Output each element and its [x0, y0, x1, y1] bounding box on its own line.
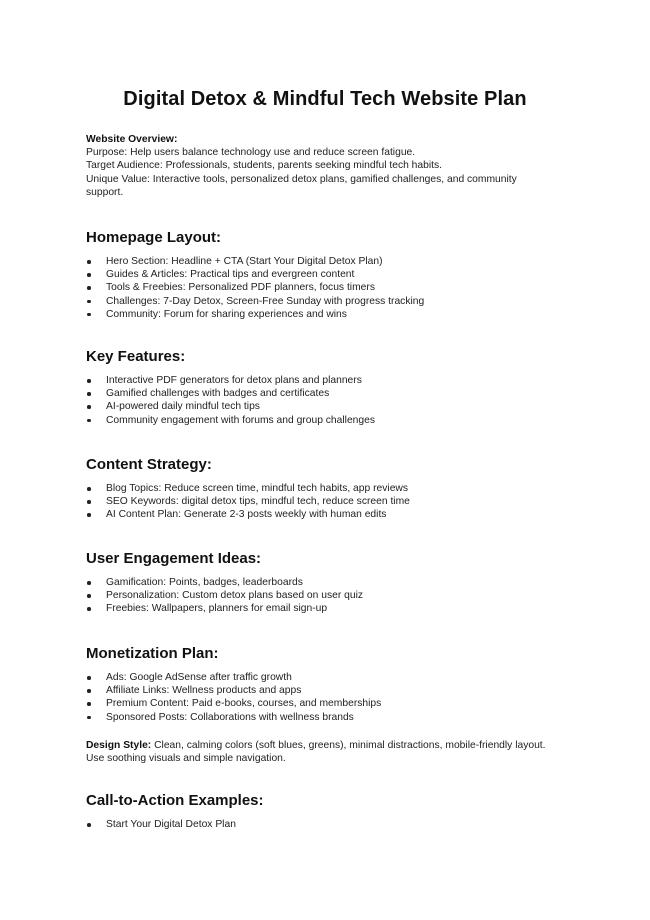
bullet-list [86, 671, 566, 724]
bullet-icon [87, 405, 91, 409]
section-heading: Monetization Plan: [86, 645, 219, 662]
section-heading: User Engagement Ideas: [86, 550, 262, 567]
list-item [86, 374, 566, 387]
list-item-text: Challenges: 7-Day Detox, Screen-Free Sunday with progress tracking [106, 295, 425, 307]
list-item [86, 400, 566, 413]
list-item-text: Guides & Articles: Practical tips and evergreen content [106, 269, 355, 281]
bullet-list [86, 482, 566, 522]
section-heading: Homepage Layout: [86, 229, 222, 246]
list-item-text: Community engagement with forums and group challenges [106, 414, 376, 426]
list-item [86, 308, 566, 321]
list-item-text: AI-powered daily mindful tech tips [106, 401, 260, 413]
bullet-icon [87, 823, 91, 827]
bullet-icon [87, 676, 91, 680]
list-item-text: Freebies: Wallpapers, planners for email sign-up [106, 603, 328, 615]
bullet-icon [87, 487, 91, 491]
section-monetization-plan [86, 645, 566, 724]
list-item [86, 414, 566, 427]
list-item [86, 387, 566, 400]
bullet-list [86, 818, 566, 831]
overview-target-audience: Target Audience: Professionals, students, parents seeking mindful tech habits. [86, 160, 443, 172]
list-item-text: Ads: Google AdSense after traffic growth [106, 672, 292, 683]
list-item [86, 576, 566, 589]
list-item [86, 818, 566, 831]
overview-heading: Website Overview: [86, 134, 178, 145]
bullet-icon [87, 300, 91, 304]
bullet-icon [87, 689, 91, 693]
list-item-text: Tools & Freebies: Personalized PDF planners, focus timers [106, 282, 375, 294]
bullet-icon [87, 716, 91, 720]
list-item [86, 508, 566, 521]
bullet-icon [87, 513, 91, 517]
list-item-text: Interactive PDF generators for detox plans and planners [106, 375, 362, 386]
bullet-icon [87, 607, 91, 611]
list-item-text: Blog Topics: Reduce screen time, mindful tech habits, app reviews [106, 483, 409, 494]
section-homepage-layout [86, 229, 566, 321]
overview-unique-value: Unique Value: Interactive tools, personalized detox plans, gamified challenges, and community support. [86, 173, 517, 198]
bullet-icon [87, 702, 91, 706]
list-item [86, 697, 566, 710]
list-item-text: SEO Keywords: digital detox tips, mindful tech, reduce screen time [106, 496, 410, 508]
list-item [86, 255, 566, 268]
list-item-text: Personalization: Custom detox plans based on user quiz [106, 590, 363, 602]
website-overview [86, 133, 556, 199]
list-item [86, 495, 566, 508]
list-item [86, 671, 566, 684]
bullet-icon [87, 313, 91, 317]
list-item [86, 281, 566, 294]
list-item [86, 589, 566, 602]
bullet-list [86, 374, 566, 427]
list-item-text: Premium Content: Paid e-books, courses, and memberships [106, 698, 382, 710]
document-title: Digital Detox & Mindful Tech Website Plan [123, 88, 527, 110]
list-item [86, 268, 566, 281]
section-key-features [86, 348, 566, 427]
list-item [86, 602, 566, 615]
section-user-engagement-ideas [86, 550, 566, 616]
list-item-text: Sponsored Posts: Collaborations with wellness brands [106, 711, 354, 723]
list-item [86, 711, 566, 724]
bullet-icon [87, 273, 91, 277]
section-content-strategy [86, 456, 566, 522]
bullet-list [86, 576, 566, 616]
list-item [86, 295, 566, 308]
list-item [86, 482, 566, 495]
list-item [86, 684, 566, 697]
section-call-to-action-examples [86, 792, 566, 831]
bullet-icon [87, 581, 91, 585]
bullet-icon [87, 286, 91, 290]
list-item-text: AI Content Plan: Generate 2-3 posts weekly with human edits [106, 509, 387, 521]
section-heading: Content Strategy: [86, 456, 212, 473]
list-item-text: Gamified challenges with badges and certificates [106, 388, 330, 400]
bullet-list [86, 255, 566, 321]
list-item-text: Start Your Digital Detox Plan [106, 819, 236, 830]
section-heading: Call-to-Action Examples: [86, 792, 264, 809]
design-style-label: Design Style: [86, 740, 152, 751]
bullet-icon [87, 594, 91, 598]
bullet-icon [87, 419, 91, 423]
bullet-icon [87, 379, 91, 383]
design-style-text: Clean, calming colors (soft blues, greens), minimal distractions, mobile-friendly layout. Use soothing visuals and simple navigation. [86, 740, 546, 765]
section-heading: Key Features: [86, 348, 186, 365]
overview-purpose: Purpose: Help users balance technology use and reduce screen fatigue. [86, 147, 416, 159]
bullet-icon [87, 500, 91, 504]
list-item-text: Hero Section: Headline + CTA (Start Your Digital Detox Plan) [106, 256, 383, 267]
bullet-icon [87, 392, 91, 396]
list-item-text: Community: Forum for sharing experiences and wins [106, 308, 347, 320]
list-item-text: Affiliate Links: Wellness products and apps [106, 685, 302, 697]
list-item-text: Gamification: Points, badges, leaderboards [106, 577, 303, 588]
bullet-icon [87, 260, 91, 264]
design-style-paragraph [86, 739, 556, 766]
